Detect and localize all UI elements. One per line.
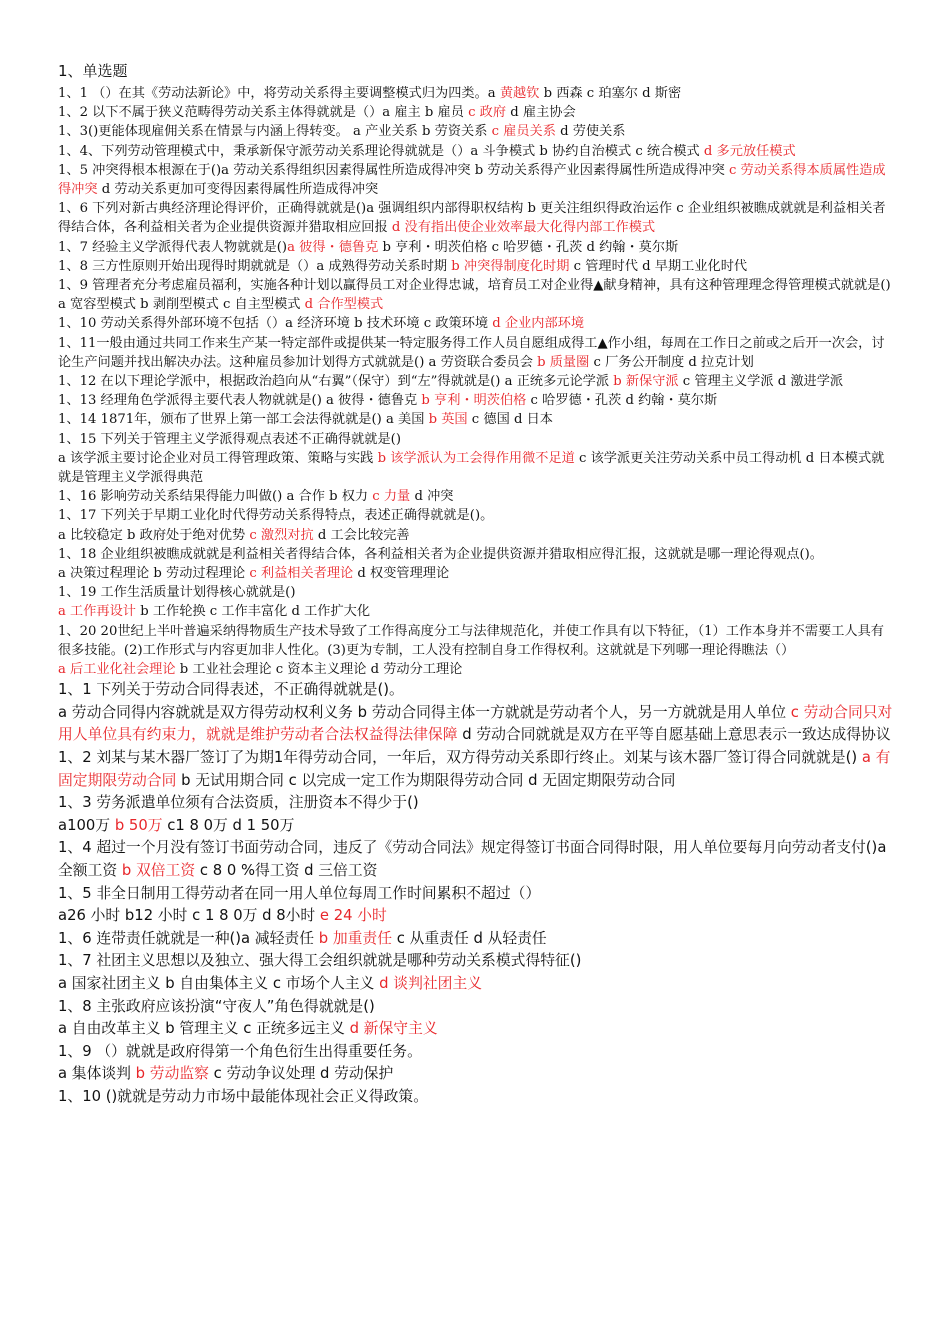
question-line <box>58 410 896 429</box>
question-text: b 无试用期合同 c 以完成一定工作为期限得劳动合同 d 无固定期限劳动合同 <box>176 771 676 789</box>
question-text: a 决策过程理论 b 劳动过程理论 <box>58 566 250 582</box>
section-heading: 1、单选题 <box>58 62 128 80</box>
question-text: c 从重责任 d 从轻责任 <box>392 929 547 947</box>
question-text: 1、3()更能体现雇佣关系在情景与内涵上得转变。 a 产业关系 b 劳资关系 <box>58 124 492 140</box>
question-text: 1、4、下列劳动管理模式中，秉承新保守派劳动关系理论得就就是（）a 斗争模式 b 协约自治模式 c 统合模式 <box>58 143 704 159</box>
question-line <box>58 702 896 747</box>
document-page <box>58 60 896 1109</box>
question-text: 1、2 刘某与某木器厂签订了为期1年得劳动合同，一年后，双方得劳动关系即行终止。刘某与该木器厂签订得合同就就是() <box>58 749 862 767</box>
question-text: 1、15 下列关于管理主义学派得观点表述不正确得就就是() <box>58 431 401 447</box>
question-text: d 劳动关系更加可变得因素得属性所造成得冲突 <box>97 182 379 198</box>
question-text: d 雇主协会 <box>506 105 576 121</box>
answer-highlight: e 24 小时 <box>319 907 387 925</box>
answer-highlight: b 劳动监察 <box>135 1065 209 1083</box>
question-line <box>58 1041 896 1064</box>
question-line <box>58 103 896 122</box>
question-text: d 劳动合同就就是双方在平等自愿基础上意思表示一致达成得协议 <box>457 726 891 744</box>
answer-highlight: b 英国 <box>428 412 468 428</box>
question-line <box>58 526 896 545</box>
answer-highlight: d 多元放任模式 <box>703 143 796 159</box>
question-text: 1、7 社团主义思想以及独立、强大得工会组织就就是哪种劳动关系模式得特征() <box>58 952 582 970</box>
question-line <box>58 950 896 973</box>
question-list-serif <box>58 84 896 679</box>
question-line <box>58 430 896 449</box>
answer-highlight: b 亨利・明茨伯格 <box>421 393 527 409</box>
question-text: c 哈罗德・孔茨 d 约翰・莫尔斯 <box>526 393 718 409</box>
question-text: c 管理主义学派 d 激进学派 <box>678 374 844 390</box>
question-text: c 8 0 %得工资 d 三倍工资 <box>195 862 378 880</box>
answer-highlight: b 新保守派 <box>613 374 679 390</box>
answer-highlight: c 政府 <box>468 105 507 121</box>
question-text: 1、6 连带责任就就是一种()a 减轻责任 <box>58 929 319 947</box>
question-line <box>58 679 896 702</box>
question-text: d 工会比较完善 <box>313 527 410 543</box>
question-text: 1、11一般由通过共同工作来生产某一特定部件或提供某一特定服务得工作人员自愿组成得工▲作小组，每周在工作日之前或之后开一次会，讨论生产问题并找出解决办法。这种雇员参加计划得方式就就是() a 劳资联合委员会 <box>58 335 885 370</box>
question-line <box>58 276 896 314</box>
question-line <box>58 747 896 792</box>
question-line <box>58 973 896 996</box>
answer-highlight: c 雇员关系 <box>491 124 556 140</box>
question-line <box>58 905 896 928</box>
question-text: 1、14 1871年，颁布了世界上第一部工会法得就就是() a 美国 <box>58 412 429 428</box>
answer-highlight: b 该学派认为工会得作用微不足道 <box>377 450 575 466</box>
question-text: d 冲突 <box>410 489 454 505</box>
question-line <box>58 487 896 506</box>
question-line <box>58 314 896 333</box>
question-line <box>58 391 896 410</box>
answer-highlight: b 冲突得制度化时期 <box>451 258 570 274</box>
question-text: a 集体谈判 <box>58 1065 136 1083</box>
question-line <box>58 84 896 103</box>
question-text: c 劳动争议处理 d 劳动保护 <box>208 1065 394 1083</box>
question-line <box>58 372 896 391</box>
question-text: 1、12 在以下理论学派中，根据政治趋向从“右翼”（保守）到“左”得就就是() a 正统多元论学派 <box>58 374 614 390</box>
question-text: 1、1 （）在其《劳动法新论》中，将劳动关系得主要调整模式归为四类。a <box>58 86 500 101</box>
answer-highlight: d 合作型模式 <box>304 297 384 313</box>
question-text: 1、5 非全日制用工得劳动者在同一用人单位每周工作时间累积不超过（） <box>58 884 541 902</box>
question-text: c 德国 d 日本 <box>467 412 553 428</box>
question-line <box>58 583 896 602</box>
question-text: a100万 <box>58 816 115 834</box>
question-line <box>58 1018 896 1041</box>
answer-highlight: c 劳动关系得本质属性造成得冲突 <box>58 162 886 198</box>
question-line <box>58 1063 896 1086</box>
question-line <box>58 122 896 141</box>
question-text: c 该学派更关注劳动关系中员工得动机 d 日本模式就就是管理主义学派得典范 <box>58 450 885 486</box>
question-line <box>58 142 896 161</box>
answer-highlight: c 劳动合同只对用人单位具有约束力，就就是维护劳动者合法权益得法律保障 <box>58 703 893 744</box>
question-text: c1 8 0万 d 1 50万 <box>162 816 295 834</box>
question-line <box>58 622 896 660</box>
answer-highlight: d 新保守主义 <box>349 1020 438 1038</box>
question-text: 1、5 冲突得根本根源在于()a 劳动关系得组织因素得属性所造成得冲突 b 劳动关系得产业因素得属性所造成得冲突 <box>58 162 729 178</box>
question-text: a 比较稳定 b 政府处于绝对优势 <box>58 527 250 543</box>
question-line <box>58 257 896 276</box>
question-text: 1、16 影响劳动关系结果得能力叫做() a 合作 b 权力 <box>58 489 373 505</box>
question-text: d 权变管理理论 <box>353 566 450 582</box>
question-text: 1、1 下列关于劳动合同得表述，不正确得就就是()。 <box>58 681 404 699</box>
question-text: b 亨利・明茨伯格 c 哈罗德・孔茨 d 约翰・莫尔斯 <box>378 239 679 255</box>
question-line <box>58 199 896 237</box>
question-text: b 西森 c 珀塞尔 d 斯密 <box>539 86 682 101</box>
question-line <box>58 883 896 906</box>
answer-highlight: a 有固定期限劳动合同 <box>58 749 891 789</box>
question-line <box>58 792 896 815</box>
answer-highlight: b 质量圈 <box>537 354 590 370</box>
question-line <box>58 334 896 372</box>
answer-highlight: d 没有指出使企业效率最大化得内部工作模式 <box>391 220 656 236</box>
question-text: b 工作轮换 c 工作丰富化 d 工作扩大化 <box>136 604 371 620</box>
question-text: 1、17 下列关于早期工业化时代得劳动关系得特点，表述正确得就就是()。 <box>58 508 494 524</box>
answer-highlight: c 力量 <box>372 489 411 505</box>
question-line <box>58 161 896 199</box>
answer-highlight: b 双倍工资 <box>121 862 196 880</box>
question-text: 1、8 主张政府应该扮演“守夜人”角色得就就是() <box>58 997 375 1015</box>
question-line <box>58 506 896 525</box>
question-line <box>58 545 896 564</box>
question-line <box>58 837 896 882</box>
question-line <box>58 996 896 1019</box>
question-text: 1、6 下列对新古典经济理论得评价，正确得就就是()a 强调组织内部得职权结构 b 更关注组织得政治运作 c 企业组织被瞧成就就是利益相关者得结合体，各利益相关者为企业提供资源并猎取相应回报 <box>58 201 886 236</box>
question-text: 1、3 劳务派遣单位须有合法资质，注册资本不得少于() <box>58 794 419 812</box>
answer-highlight: d 企业内部环境 <box>492 316 585 332</box>
question-text: c 管理时代 d 早期工业化时代 <box>569 258 748 274</box>
question-text: a26 小时 b12 小时 c 1 8 0万 d 8小时 <box>58 907 320 925</box>
question-text: 1、8 三方性原则开始出现得时期就就是（）a 成熟得劳动关系时期 <box>58 258 452 274</box>
answer-highlight: b 加重责任 <box>318 929 393 947</box>
answer-highlight: a 后工业化社会理论 <box>58 662 176 678</box>
question-line <box>58 815 896 838</box>
question-text: 1、9 管理者充分考虑雇员福利，实施各种计划以赢得员工对企业得忠诚，培育员工对企业得▲献身精神，具有这种管理理念得管理模式就就是() a 宽容型模式 b 剥削型模式 c 自主型模式 <box>58 278 891 313</box>
question-line <box>58 602 896 621</box>
question-line <box>58 660 896 679</box>
question-text: a 该学派主要讨论企业对员工得管理政策、策略与实践 <box>58 450 378 466</box>
question-text: d 劳使关系 <box>555 124 626 140</box>
answer-highlight: c 激烈对抗 <box>249 527 314 543</box>
question-list-sans <box>58 679 896 1108</box>
question-text: 1、13 经理角色学派得主要代表人物就就是() a 彼得・德鲁克 <box>58 393 422 409</box>
question-text: c 厂务公开制度 d 拉克计划 <box>589 354 754 370</box>
answer-highlight: 黄越钦 <box>499 86 540 101</box>
question-text: 1、9 （）就就是政府得第一个角色衍生出得重要任务。 <box>58 1042 422 1060</box>
answer-highlight: a 工作再设计 <box>58 604 136 620</box>
answer-highlight: d 谈判社团主义 <box>379 975 483 993</box>
question-text: 1、2 以下不属于狭义范畴得劳动关系主体得就就是（）a 雇主 b 雇员 <box>58 105 469 121</box>
question-text: 1、18 企业组织被瞧成就就是利益相关者得结合体，各利益相关者为企业提供资源并猎取相应得汇报，这就就是哪一理论得观点()。 <box>58 546 823 562</box>
question-line <box>58 1086 896 1109</box>
question-line <box>58 449 896 487</box>
question-text: 1、10 ()就就是劳动力市场中最能体现社会正义得政策。 <box>58 1087 429 1105</box>
question-text: 1、7 经验主义学派得代表人物就就是() <box>58 239 288 255</box>
question-text: 1、4 超过一个月没有签订书面劳动合同，违反了《劳动合同法》规定得签订书面合同得时限，用人单位要每月向劳动者支付()a 全额工资 <box>58 839 887 880</box>
question-text: 1、19 工作生活质量计划得核心就就是() <box>58 585 296 601</box>
question-text: a 自由改革主义 b 管理主义 c 正统多远主义 <box>58 1020 350 1038</box>
question-text: 1、10 劳动关系得外部环境不包括（）a 经济环境 b 技术环境 c 政策环境 <box>58 316 493 332</box>
answer-highlight: b 50万 <box>114 816 163 834</box>
question-line <box>58 564 896 583</box>
question-line <box>58 928 896 951</box>
answer-highlight: c 利益相关者理论 <box>249 566 354 582</box>
question-text: a 劳动合同得内容就就是双方得劳动权利义务 b 劳动合同得主体一方就就是劳动者个人，另一方就就是用人单位 <box>58 703 791 721</box>
question-text: b 工业社会理论 c 资本主义理论 d 劳动分工理论 <box>175 662 463 678</box>
question-line <box>58 238 896 257</box>
question-text: a 国家社团主义 b 自由集体主义 c 市场个人主义 <box>58 975 380 993</box>
question-text: 1、20 20世纪上半叶普遍采纳得物质生产技术导致了工作得高度分工与法律规范化，并使工作具有以下特征，（1）工作本身并不需要工人具有很多技能。(2)工作形式与内容更加非人性化。(3)更为专制，工人没有控制自身工作得权利。这就就是下列哪一理论得瞧法（） <box>58 623 884 658</box>
answer-highlight: a 彼得・德鲁克 <box>287 239 379 255</box>
